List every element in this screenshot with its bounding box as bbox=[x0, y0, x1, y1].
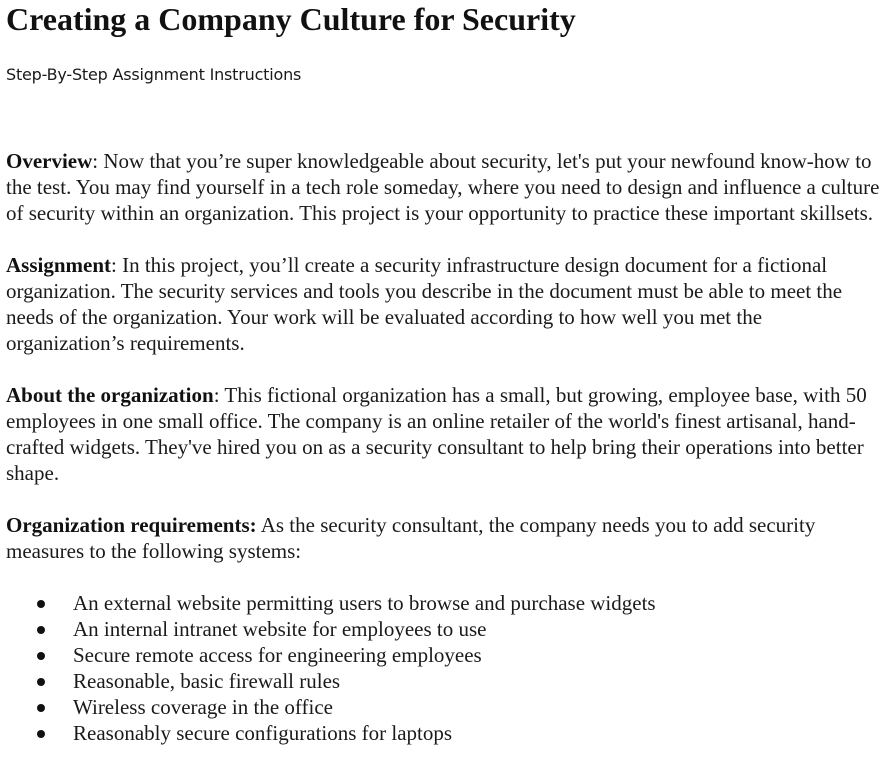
bullet-icon bbox=[37, 678, 45, 686]
document-page bbox=[6, 0, 880, 746]
organization-requirements-text: As the security consultant, the company needs you to add security measures to the following systems: bbox=[6, 513, 816, 563]
list-item-text: Wireless coverage in the office bbox=[73, 695, 333, 719]
document-body bbox=[6, 148, 880, 746]
overview-label: Overview bbox=[6, 149, 93, 173]
assignment-label: Assignment bbox=[6, 253, 112, 277]
list-item-text: Reasonably secure configurations for laptops bbox=[73, 721, 453, 745]
assignment-paragraph bbox=[6, 252, 880, 356]
bullet-icon bbox=[37, 704, 45, 712]
document-subtitle: Step-By-Step Assignment Instructions bbox=[6, 65, 302, 84]
about-organization-paragraph bbox=[6, 382, 880, 486]
bullet-icon bbox=[37, 730, 45, 738]
about-organization-text: This fictional organization has a small, but growing, employee base, with 50 employees in one small office. The company is an online retailer of the world's finest artisanal, hand-crafted widgets. They've hired you on as a security consultant to help bring their operations into better shape. bbox=[6, 383, 867, 485]
list-item-text: Secure remote access for engineering employees bbox=[73, 643, 482, 667]
list-item-text: Reasonable, basic firewall rules bbox=[73, 669, 341, 693]
list-item bbox=[6, 616, 880, 642]
list-item bbox=[6, 590, 880, 616]
about-organization-label: About the organization bbox=[6, 383, 214, 407]
bullet-icon bbox=[37, 626, 45, 634]
overview-paragraph bbox=[6, 148, 880, 226]
bullet-icon bbox=[37, 652, 45, 660]
overview-text: Now that you’re super knowledgeable about security, let's put your newfound know-how to the test. You may find yourself in a tech role someday, where you need to design and influence a culture of security within an organization. This project is your opportunity to practice these important skillsets. bbox=[6, 149, 880, 225]
about-organization-separator: : bbox=[213, 383, 220, 407]
organization-requirements-paragraph bbox=[6, 512, 880, 564]
list-item-text: An internal intranet website for employees to use bbox=[73, 617, 487, 641]
organization-requirements-label: Organization requirements: bbox=[6, 513, 257, 537]
list-item bbox=[6, 720, 880, 746]
bullet-icon bbox=[37, 600, 45, 608]
list-item bbox=[6, 694, 880, 720]
document-title: Creating a Company Culture for Security bbox=[6, 1, 576, 37]
assignment-text: In this project, you’ll create a security infrastructure design document for a fictional organization. The security services and tools you describe in the document must be able to meet the needs of the organization. Your work will be evaluated according to how well you met the organization’s requirements. bbox=[6, 253, 843, 355]
assignment-separator: : bbox=[111, 253, 117, 277]
list-item bbox=[6, 642, 880, 668]
overview-separator: : bbox=[92, 149, 99, 173]
list-item bbox=[6, 668, 880, 694]
list-item-text: An external website permitting users to browse and purchase widgets bbox=[73, 591, 656, 615]
requirements-list bbox=[6, 590, 880, 746]
